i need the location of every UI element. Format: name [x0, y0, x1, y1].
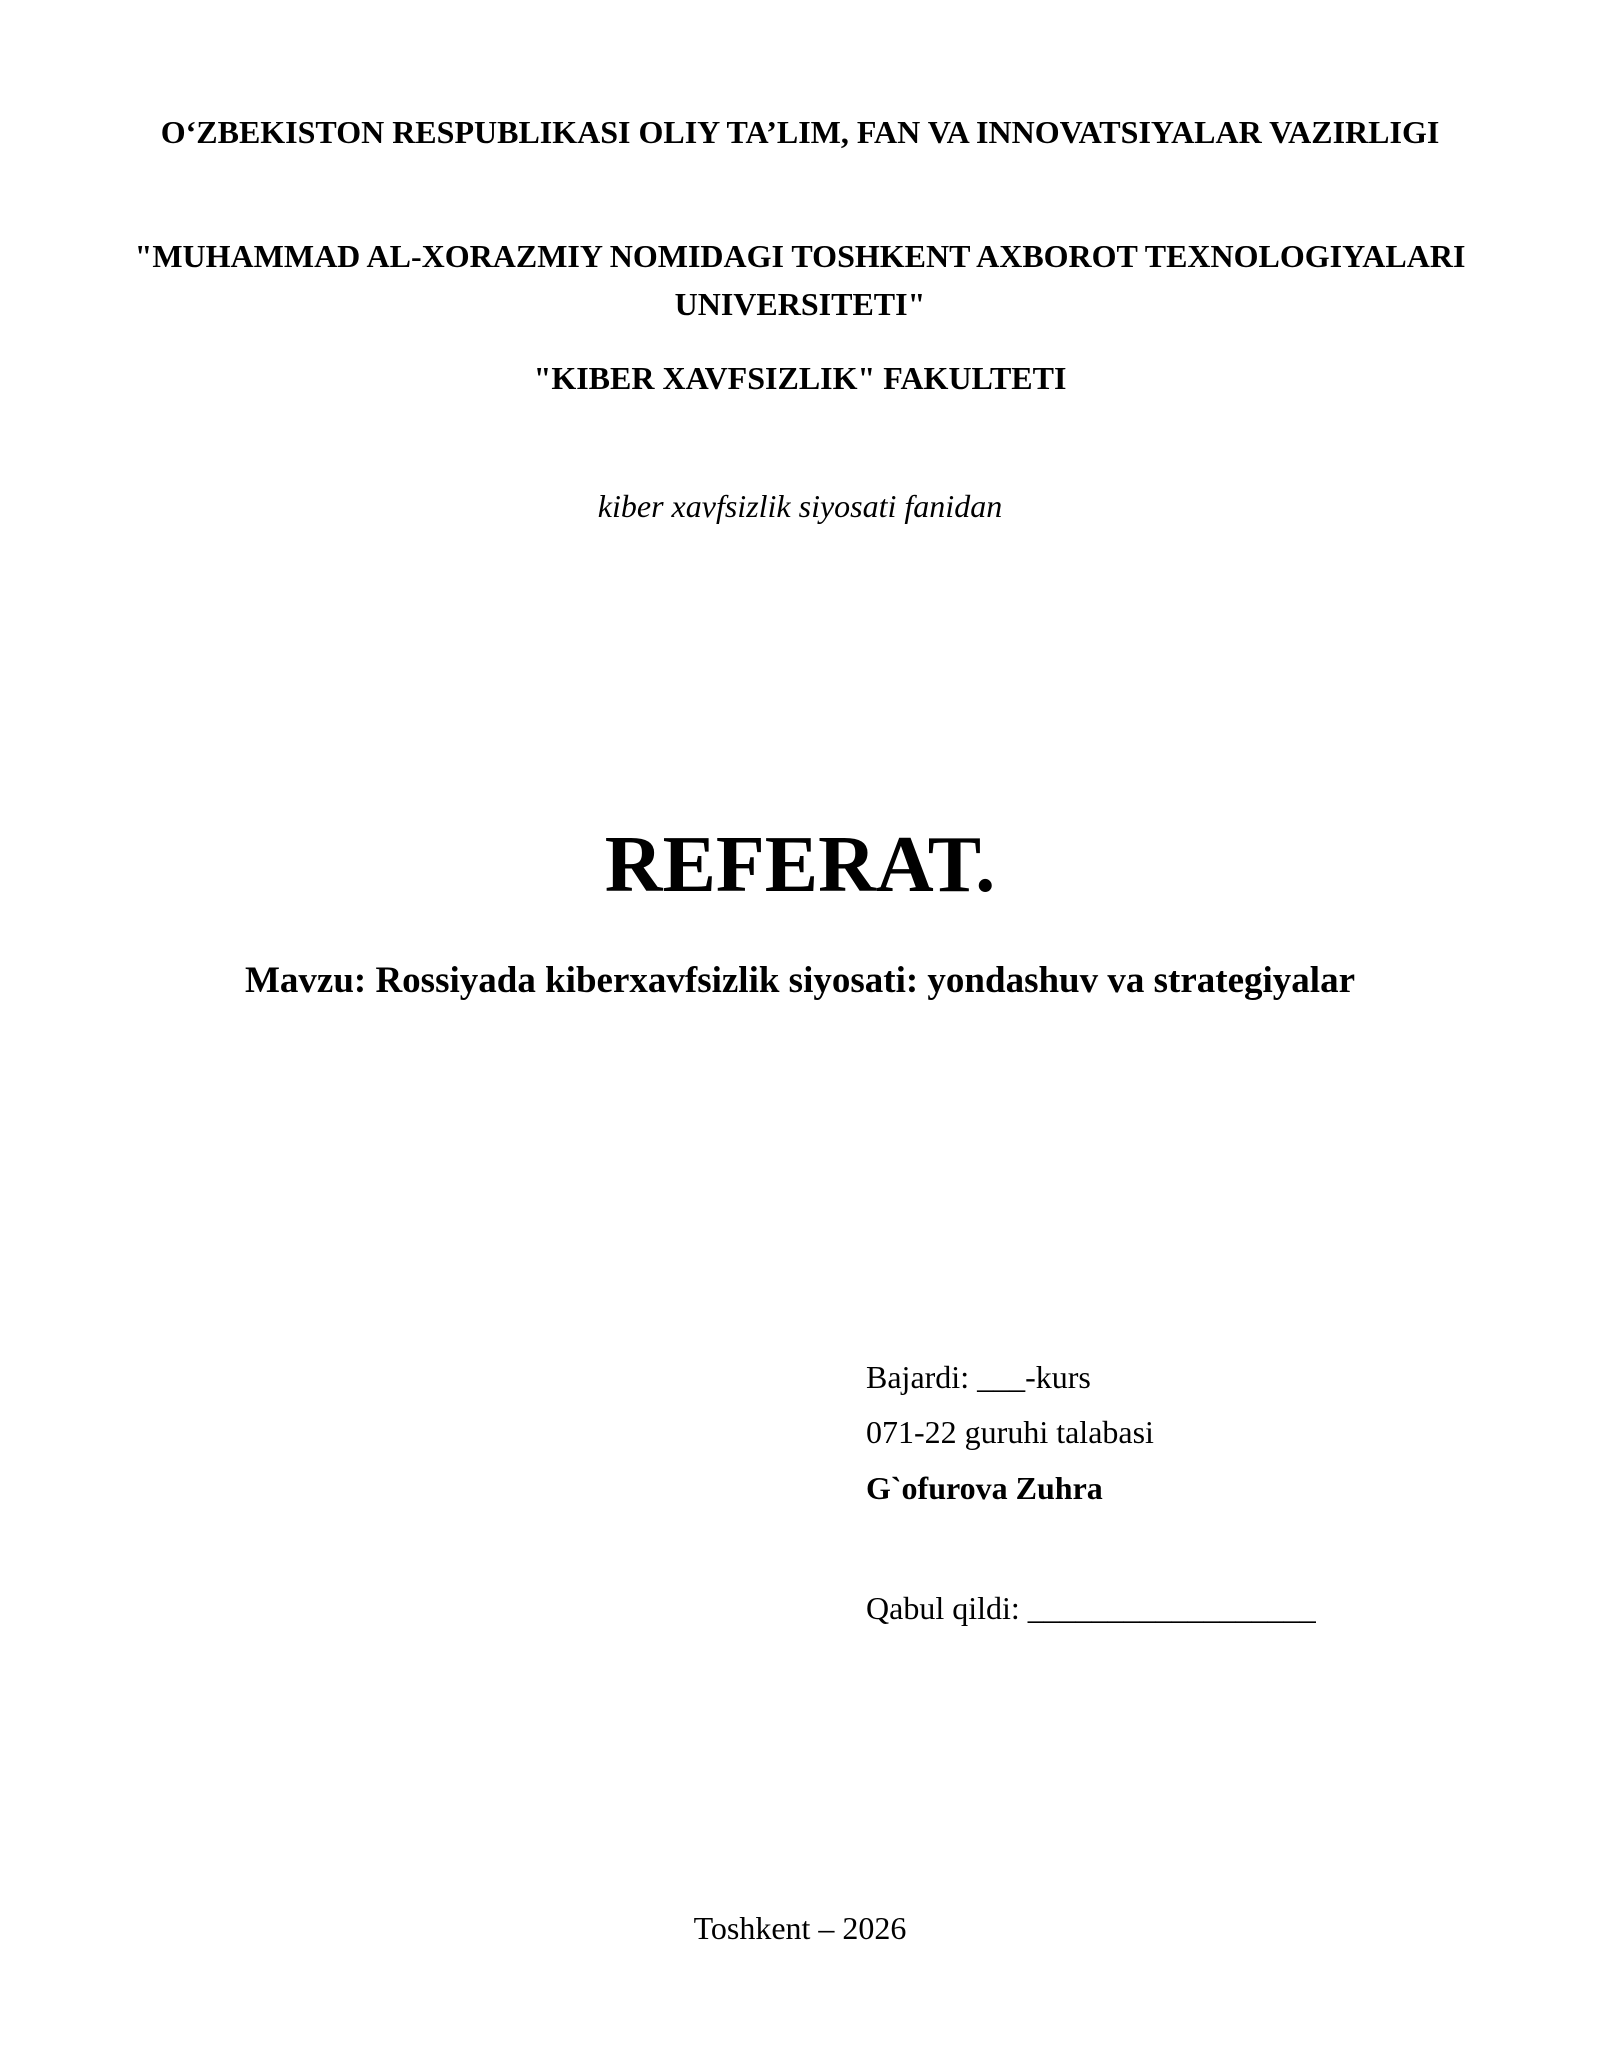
student-name: G`ofurova Zuhra	[866, 1470, 1103, 1506]
completed-by-line: Bajardi: ___-kurs	[866, 1359, 1091, 1395]
subject-line: kiber xavfsizlik siyosati fanidan	[597, 488, 1003, 524]
faculty-name: "KIBER XAVFSIZLIK" FAKULTETI	[533, 360, 1067, 396]
document-title: REFERAT.	[604, 821, 996, 909]
accepted-by-line: Qabul qildi: __________________	[866, 1590, 1316, 1626]
city-year-footer: Toshkent – 2026	[693, 1910, 907, 1946]
topic-line: Mavzu: Rossiyada kiberxavfsizlik siyosati: yondashuv va strategiyalar	[244, 960, 1356, 1001]
group-line: 071-22 guruhi talabasi	[866, 1414, 1154, 1450]
university-name: "MUHAMMAD AL-XORAZMIY NOMIDAGI TOSHKENT AXBOROT TEXNOLOGIYALARI UNIVERSITETI"	[134, 238, 1466, 322]
ministry-name: O‘ZBEKISTON RESPUBLIKASI OLIY TA’LIM, FAN VA INNOVATSIYALAR VAZIRLIGI	[160, 114, 1440, 150]
